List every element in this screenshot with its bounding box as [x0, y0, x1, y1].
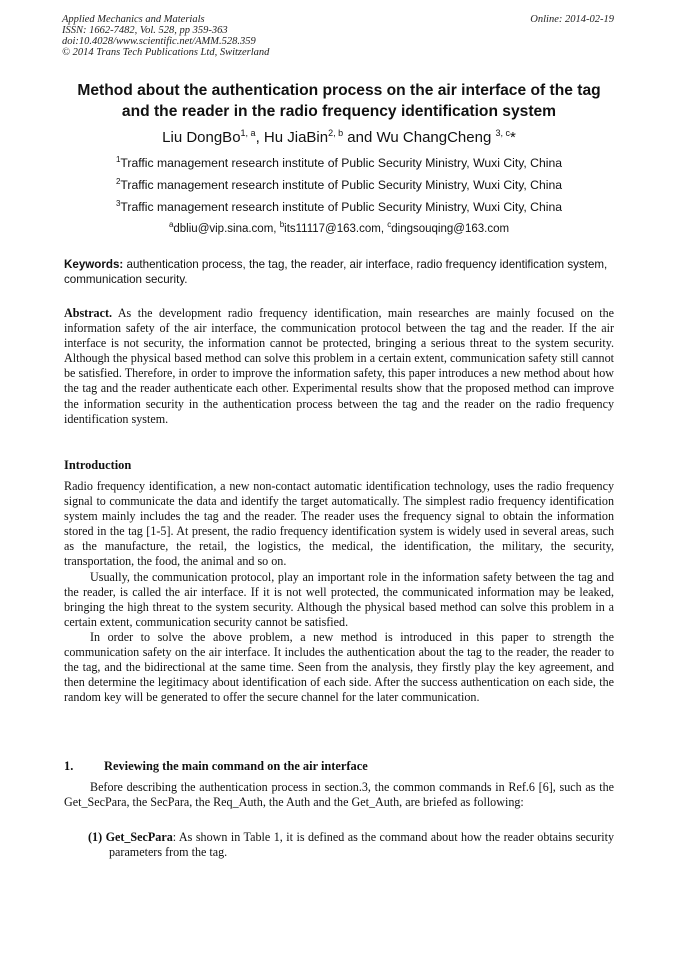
email-a[interactable]: dbliu@vip.sina.com, [173, 223, 277, 235]
email-a-sup: a [168, 220, 174, 230]
email-b-sup: b [279, 220, 285, 230]
introduction-body [64, 479, 614, 705]
abstract-text: As the development radio frequency identification, main researches are mainly focused on the information safety of the air interface, the communication protocol between the tag and the reader. If the air interface is not security, the information cannot be protected, bringing a serious threat to the system security. Although the physical based method can solve this problem in a certain extent, communication safety still cannot be satisfied. Therefore, in order to improve the information safety, this paper introduces a new method about how the tag and the reader authenticate each other. Experimental results show that the proposed method can improve the information security in the authentication process between the tag and the reader on the radio frequency identification system. [64, 306, 614, 426]
email-list [40, 222, 638, 237]
section-1-title: Reviewing the main command on the air interface [104, 759, 368, 773]
command-item-1 [88, 830, 614, 860]
author-2-sup: 2, b [328, 128, 344, 138]
introduction-heading: Introduction [64, 458, 132, 472]
online-date: Online: 2014-02-19 [530, 14, 614, 25]
section-1-heading [64, 759, 368, 774]
author-3-sup: 3, c [495, 128, 510, 138]
command-item-1-text: : As shown in Table 1, it is defined as the command about how the reader obtains security parameters from the tag. [109, 830, 614, 860]
command-item-1-label: (1) Get_SecPara [88, 830, 173, 844]
keywords-text: authentication process, the tag, the reader, air interface, radio frequency identification system, communication security. [64, 258, 608, 286]
author-2: Hu JiaBin [263, 129, 329, 146]
affiliation-3 [40, 200, 638, 215]
paper-title [40, 80, 638, 122]
intro-paragraph-2: Usually, the communication protocol, play an important role in the information safety between the tag and the reader, is called the air interface. If it is not well protected, the communicated information may be leaked, bringing the high threat to the system security. Although the physical based method can solve this problem in a certain extent, communication security cannot be satisfied. [64, 569, 614, 629]
author-joiner: and [347, 129, 373, 146]
abstract-label: Abstract. [64, 306, 113, 320]
affiliation-1 [40, 156, 638, 171]
email-c[interactable]: dingsouqing@163.com [391, 223, 510, 235]
journal-header [62, 14, 269, 58]
email-c-sup: c [387, 220, 392, 230]
title-line-1: Method about the authentication process on the air interface of the tag [77, 82, 601, 99]
affiliation-2 [40, 178, 638, 193]
intro-paragraph-3: In order to solve the above problem, a new method is introduced in this paper to strength the communication safety on the air interface. It includes the authentication about the tag to the reader, the reader to the tag, and the bidirectional at the same time. Seen from the analysis, they firstly play the key agreement, and then determine the legitimacy about identification of each side. After the success authentication on each side, the random key will be generated to offer the secure channel for the later communication. [64, 629, 614, 705]
affiliation-2-sup: 2 [115, 176, 121, 186]
email-b[interactable]: its11117@163.com, [284, 223, 385, 235]
section-1-body [64, 780, 614, 810]
title-line-2: and the reader in the radio frequency identification system [121, 103, 557, 120]
intro-paragraph-1: Radio frequency identification, a new non-contact automatic identification technology, uses the radio frequency signal to communicate the data and identify the target automatically. The simplest radio frequency identification system mainly includes the tag and the reader. The reader uses the frequency signal to obtain the information stored in the tag [1-5]. At present, the radio frequency identification system is widely used in several areas, such as the manufacture, the retail, the logistics, the medical, the identification, the military, the security, transportation, the food, the animal and so on. [64, 479, 614, 569]
corresponding-mark: * [510, 129, 516, 146]
affiliation-1-text: Traffic management research institute of Public Security Ministry, Wuxi City, China [120, 156, 563, 170]
section-1-paragraph: Before describing the authentication process in section.3, the common commands in Ref.6 [6], such as the Get_SecPara, the SecPara, the Req_Auth, the Auth and the Get_Auth, are briefed as following: [64, 780, 614, 810]
abstract [64, 306, 614, 427]
journal-name: Applied Mechanics and Materials [62, 14, 205, 25]
journal-copyright: © 2014 Trans Tech Publications Ltd, Switzerland [62, 47, 270, 58]
section-1-number: 1. [64, 759, 74, 773]
affiliation-3-text: Traffic management research institute of Public Security Ministry, Wuxi City, China [120, 200, 563, 214]
affiliation-3-sup: 3 [115, 198, 121, 208]
author-1: Liu DongBo [162, 129, 241, 146]
keywords-label: Keywords: [64, 258, 124, 271]
keywords [64, 257, 614, 287]
affiliation-2-text: Traffic management research institute of Public Security Ministry, Wuxi City, China [120, 178, 563, 192]
journal-issn: ISSN: 1662-7482, Vol. 528, pp 359-363 [62, 25, 228, 36]
author-list: Liu DongBo$^{1, a}$, Hu JiaBin$^{2, b}$ and Wu ChangCheng $^{3, c}$* [162, 128, 516, 146]
author-3: Wu ChangCheng [376, 129, 492, 146]
author-1-sup: 1, a [240, 128, 256, 138]
affiliation-1-sup: 1 [115, 154, 121, 164]
journal-doi: doi:10.4028/www.scientific.net/AMM.528.359 [62, 36, 256, 47]
